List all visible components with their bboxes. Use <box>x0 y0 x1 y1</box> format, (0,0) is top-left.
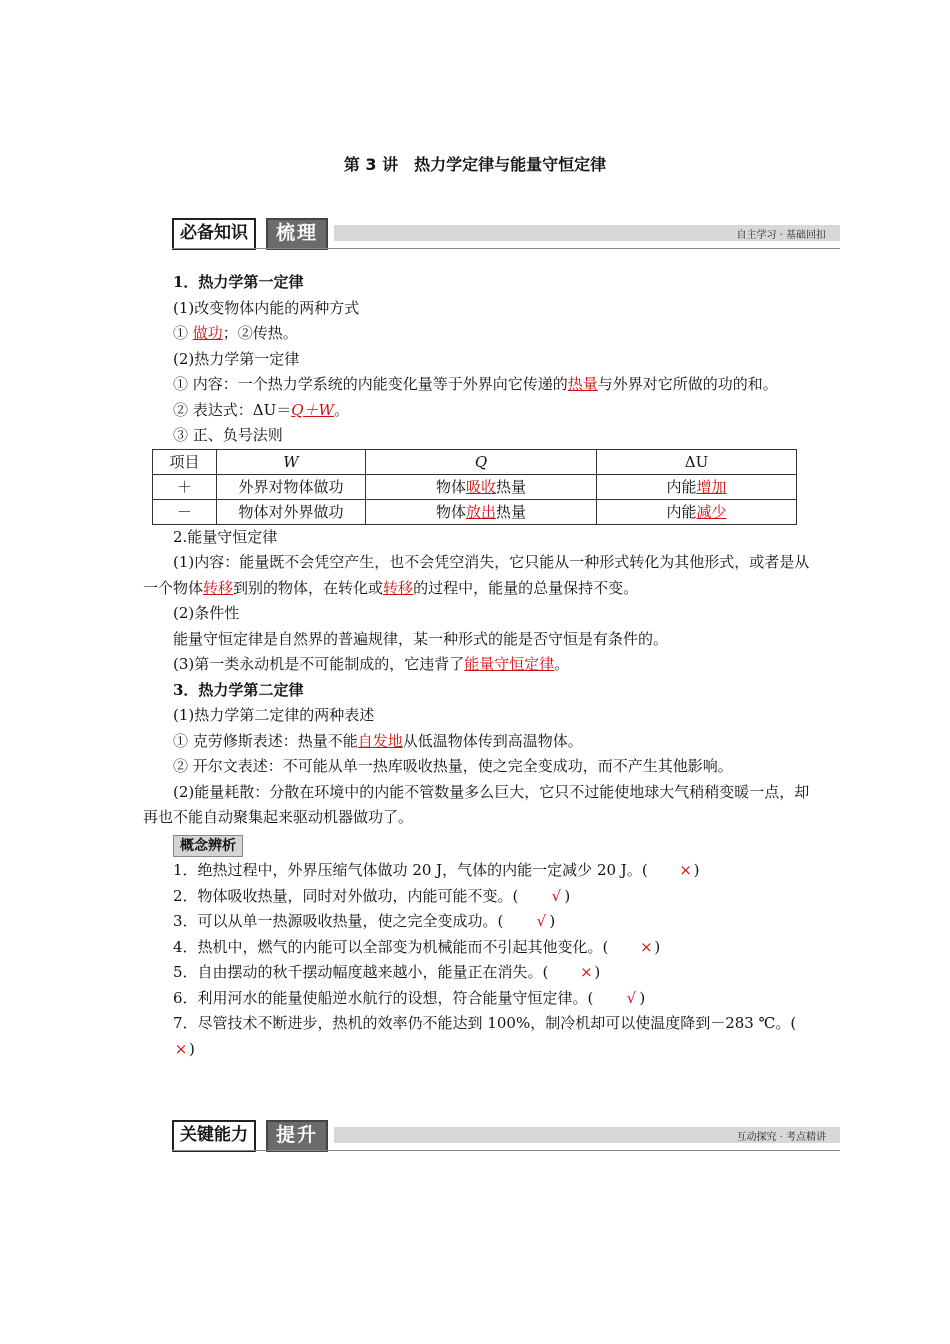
paragraph: ② 开尔文表述：不可能从单一热库吸收热量，使之完全变成功，而不产生其他影响。 <box>173 757 733 775</box>
question-text: 5．自由摆动的秋千摆动幅度越来越小，能量正在消失。( <box>173 963 549 981</box>
banner-right-text: 梳理 <box>266 218 328 250</box>
concept-tag: 概念辨析 <box>173 835 243 857</box>
page-title: 第 3 讲 热力学定律与能量守恒定律 <box>343 155 607 174</box>
list-item <box>143 935 813 961</box>
text: 到别的物体，在转化或 <box>233 578 384 597</box>
section-banner-ability <box>172 1120 840 1150</box>
paragraph: (2)能量耗散：分散在环境中的内能不管数量多么巨大，它只不过能使地球大气稍稍变暖一点，却再也不能自动聚集起来驱动机器做功了。 <box>143 782 810 826</box>
answer-blank: 能量守恒定律 <box>464 655 555 673</box>
section-heading: 3．热力学第二定律 <box>173 680 304 699</box>
answer-blank: 放出 <box>465 502 496 521</box>
paragraph <box>143 550 813 601</box>
text: ) <box>639 988 646 1007</box>
list-item <box>143 986 813 1012</box>
text: ) <box>189 1039 195 1058</box>
text: ) <box>654 937 661 956</box>
text: 热量 <box>496 502 527 521</box>
banner-left-text: 关键能力 <box>172 1120 256 1152</box>
paragraph <box>143 652 813 678</box>
main-content <box>143 270 813 1062</box>
paragraph <box>143 372 813 398</box>
check-mark: √ <box>626 988 637 1007</box>
text: ② 表达式：ΔU＝ <box>173 400 292 419</box>
question-text: 3．可以从单一热源吸收热量，使之完全变成功。( <box>173 912 504 930</box>
banner-subtitle: 互动探究 · 考点精讲 <box>736 1132 826 1143</box>
text: ；②传热。 <box>222 324 298 342</box>
banner-subtitle: 自主学习 · 基础回扣 <box>736 230 826 241</box>
section-heading: 2.能量守恒定律 <box>173 527 278 546</box>
table-cell <box>366 499 597 524</box>
question-text: 6．利用河水的能量使船逆水航行的设想，符合能量守恒定律。( <box>173 988 594 1007</box>
text: 。 <box>554 655 570 673</box>
cross-mark: × <box>640 937 653 956</box>
text: (3)第一类永动机是不可能制成的，它违背了 <box>173 655 465 673</box>
question-text: 2．物体吸收热量，同时对外做功，内能可能不变。( <box>173 886 519 905</box>
paragraph: (2)热力学第一定律 <box>173 349 300 368</box>
paragraph <box>143 398 813 424</box>
table-cell <box>366 474 597 499</box>
answer-blank: 吸收 <box>465 477 496 496</box>
text: 从低温物体传到高温物体。 <box>402 731 583 750</box>
paragraph: 能量守恒定律是自然界的普遍规律，某一种形式的能是否守恒是有条件的。 <box>173 629 669 648</box>
text: ) <box>549 912 556 930</box>
table-header: W <box>217 449 366 474</box>
check-mark: √ <box>551 886 562 905</box>
answer-blank: 热量 <box>567 375 598 393</box>
banner-right-text: 提升 <box>266 1120 328 1152</box>
text: ) <box>564 886 571 905</box>
text: ① 克劳修斯表述：热量不能 <box>173 731 358 750</box>
answer-blank: Q＋W <box>291 400 334 419</box>
list-item <box>143 858 813 884</box>
table-cell <box>597 474 797 499</box>
text: ) <box>693 861 700 879</box>
text: 的过程中，能量的总量保持不变。 <box>413 578 639 597</box>
paragraph: (1)热力学第二定律的两种表述 <box>173 706 375 724</box>
table-cell: ＋ <box>153 474 217 499</box>
table-cell <box>597 499 797 524</box>
list-item <box>143 884 813 910</box>
answer-blank: 转移 <box>383 578 414 597</box>
table-header: ΔU <box>597 449 797 474</box>
table-cell: 外界对物体做功 <box>217 474 366 499</box>
answer-blank: 做功 <box>192 324 223 342</box>
question-text: 7．尽管技术不断进步，热机的效率仍不能达到 100%，制冷机却可以使温度降到－283 ℃。( <box>173 1014 797 1032</box>
concept-heading <box>143 833 813 859</box>
answer-blank: 减少 <box>696 502 727 521</box>
paragraph <box>143 321 813 347</box>
text: 内能 <box>666 502 697 521</box>
text: 热量 <box>496 477 527 496</box>
table-header: 项目 <box>153 449 217 474</box>
section-banner-knowledge <box>172 218 840 248</box>
answer-blank: 增加 <box>696 477 727 496</box>
list-item <box>143 909 813 935</box>
text: 内能 <box>666 477 697 496</box>
sign-rule-table <box>152 449 797 525</box>
list-item <box>143 1011 813 1062</box>
banner-rule <box>172 1150 840 1151</box>
text: ① <box>173 324 193 342</box>
paragraph: ③ 正、负号法则 <box>173 426 283 444</box>
cross-mark: × <box>174 1039 188 1058</box>
paragraph <box>143 729 813 755</box>
question-text: 1．绝热过程中，外界压缩气体做功 20 J，气体的内能一定减少 20 J。( <box>173 861 648 879</box>
cross-mark: × <box>679 861 692 879</box>
table-header-row <box>153 449 797 474</box>
answer-blank: 转移 <box>203 578 234 597</box>
section-heading: 1．热力学第一定律 <box>173 273 304 291</box>
question-text: 4．热机中，燃气的内能可以全部变为机械能而不引起其他变化。( <box>173 937 609 956</box>
paragraph: (2)条件性 <box>173 604 240 622</box>
table-header: Q <box>366 449 597 474</box>
table-row <box>153 499 797 524</box>
answer-blank: 自发地 <box>357 731 403 750</box>
paragraph: (1)改变物体内能的两种方式 <box>173 298 360 317</box>
check-mark: √ <box>536 912 547 930</box>
text: ) <box>594 963 601 981</box>
banner-left-text: 必备知识 <box>172 218 256 250</box>
text: (1)内容：能量既不会凭空产生，也不会凭空消失，它只能从一种形式转化为其他形式，或者是从一个物体 <box>143 553 810 597</box>
cross-mark: × <box>580 963 593 981</box>
text: ① 内容：一个热力学系统的内能变化量等于外界向它传递的 <box>173 375 568 393</box>
table-cell: 物体对外界做功 <box>217 499 366 524</box>
text: 。 <box>333 400 349 419</box>
banner-rule <box>172 248 840 249</box>
text: 与外界对它所做的功的和。 <box>597 375 778 393</box>
text: 物体 <box>435 477 466 496</box>
table-row <box>153 474 797 499</box>
list-item <box>143 960 813 986</box>
table-cell: － <box>153 499 217 524</box>
text: 物体 <box>435 502 466 521</box>
